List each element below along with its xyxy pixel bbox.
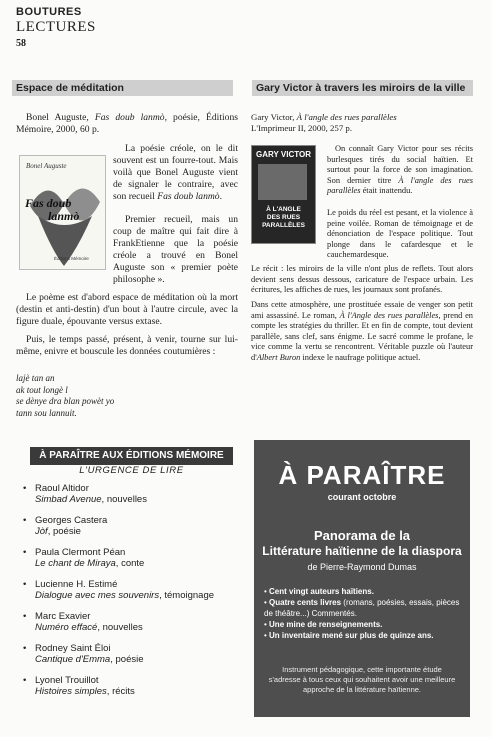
right-p1-text: On connaît Gary Victor pour ses récits burlesques tirés du social haïtien. Et surtout pour la force de son imagination. Son dernier titre bbox=[327, 144, 473, 185]
right-ref-author: Gary Victor, bbox=[251, 112, 297, 122]
cover2-photo bbox=[258, 164, 307, 200]
left-para1-end: . bbox=[219, 191, 222, 202]
left-para2-text: Premier recueil, mais un coup de maître qui fait dire à FrankEtienne que la poésie créole a trouvé en Bonel Auguste son « premier poète philosophe ». bbox=[113, 214, 238, 285]
list-item-author: Georges Castera bbox=[35, 515, 108, 526]
cover2-title-1: À L'ANGLE bbox=[266, 206, 301, 213]
memoire-book-list bbox=[23, 483, 243, 707]
right-p4-text: Dans cette atmosphère, une prostituée essaie de venger son petit ami assassiné. Le roman, bbox=[251, 300, 473, 320]
right-p3-text: Le récit : les miroirs de la ville n'ont plus de reflets. Tout alors devient sens dessus dessous, caricature de l'espace urbain. Les écritures, les affiches de rues, les journaux sont profanés. bbox=[251, 264, 473, 295]
left-para-4 bbox=[16, 334, 238, 358]
right-p4-end: indexe le naufrage politique actuel. bbox=[300, 352, 421, 362]
cover2-title-2: DES RUES bbox=[266, 214, 301, 221]
page-number: 58 bbox=[16, 38, 26, 49]
right-para-4 bbox=[251, 300, 473, 364]
memoire-subheading: L'URGENCE DE LIRE bbox=[79, 465, 184, 476]
advertisement-panel bbox=[254, 440, 470, 717]
ad-bullet-list bbox=[264, 586, 464, 641]
poem-line: lajè tan an bbox=[16, 373, 55, 383]
list-item-genre: , poésie bbox=[47, 526, 81, 537]
right-ref-publisher: L'Imprimeur II, 2000, 257 p. bbox=[251, 122, 353, 133]
left-ref-rest: , poésie, Éditions Mémoire, 2000, 60 p. bbox=[16, 112, 238, 135]
list-item-genre: , poésie bbox=[110, 654, 144, 665]
left-para3-text: Le poème est d'abord espace de méditation où la mort (destin et anti-destin) d'un bout à l'autre circule, avec la figure duale, épouvante versus extase. bbox=[16, 292, 238, 327]
poem-line: se dènye dra blan powèt yo bbox=[16, 396, 115, 406]
left-para-1 bbox=[113, 143, 238, 203]
right-para-3 bbox=[251, 264, 473, 296]
right-para-1 bbox=[327, 144, 473, 197]
left-para-2 bbox=[113, 214, 238, 286]
list-item-author: Marc Exavier bbox=[35, 611, 91, 622]
poem-line: ak tout longè l bbox=[16, 384, 68, 395]
list-item: • Rodney Saint Éloi Cantique d'Emma, poésie bbox=[23, 643, 144, 665]
ad-bullet-strong: Un inventaire mené sur plus de quinze ans. bbox=[269, 631, 434, 640]
cover2-title bbox=[252, 206, 315, 230]
section-title: LECTURES bbox=[16, 19, 96, 35]
ad-line-1: Panorama de la bbox=[313, 528, 411, 543]
right-p4-title: À l'Angle des rues parallèles bbox=[339, 310, 439, 320]
right-p2-text: Le poids du réel est pesant, et la violence à peine voilée. Roman de témoignage et de dénonciation de l'espace politique. Tout plonge dans le cafardesque et le cauchemardesque. bbox=[327, 208, 473, 260]
cover-title-1: Fas doub bbox=[25, 196, 72, 210]
list-item: • Marc Exavier Numéro effacé, nouvelles bbox=[23, 611, 143, 633]
left-para-3 bbox=[16, 292, 238, 328]
list-item-genre: , conte bbox=[115, 558, 145, 569]
ad-bullet: • Une mine de renseignements. bbox=[264, 620, 383, 629]
right-p1-title: À l'angle des rues parallèles bbox=[327, 175, 473, 196]
left-article-reference bbox=[16, 112, 238, 136]
right-p4-author: Albert Buron bbox=[256, 352, 301, 362]
right-ref-title: À l'angle des rues parallèles bbox=[296, 112, 397, 122]
poem-excerpt bbox=[16, 373, 216, 419]
list-item: • Paula Clermont Péan Le chant de Miraya, conte bbox=[23, 547, 145, 569]
ad-bullet: • Cent vingt auteurs haïtiens. bbox=[264, 587, 374, 596]
cover-author: Bonel Auguste bbox=[26, 162, 67, 170]
memoire-heading: À PARAÎTRE AUX ÉDITIONS MÉMOIRE bbox=[30, 447, 233, 465]
list-item: • Georges Castera Jòf, poésie bbox=[23, 515, 108, 537]
magazine-brand: BOUTURES bbox=[16, 6, 82, 18]
right-p4-text-2: , prend en compte les stratégies du thriller. Et en fin de compte, tout devient parallèle, sans clef, sans énigme. Le sacré comme le profane, le vice comme la vertu se rencontrent. Véritable puzzle où l'auteur d' bbox=[251, 310, 473, 362]
cover-title-2: lanmò bbox=[48, 209, 80, 223]
list-item-author: Lyonel Trouillot bbox=[35, 675, 99, 686]
left-para1-title: Fas doub lanmò bbox=[157, 191, 220, 202]
left-para1-text: La poésie créole, on le dit souvent est un fourre-tout. Mais voilà que Bonel Auguste vient de signaler le contraire, avec son recueil bbox=[113, 143, 238, 202]
ad-line-2: Littérature haïtienne de la diaspora bbox=[262, 544, 462, 558]
list-item-title: Simbad Avenue bbox=[35, 494, 102, 505]
list-item: • Lyonel Trouillot Histoires simples, récits bbox=[23, 675, 135, 697]
list-item-title: Le chant de Miraya bbox=[35, 558, 116, 569]
list-item-title: Jòf bbox=[35, 526, 48, 537]
list-item-title: Histoires simples bbox=[35, 686, 107, 697]
list-item: • Raoul Altidor Simbad Avenue, nouvelles bbox=[23, 483, 147, 505]
ad-bullet: • Quatre cents livres (romans, poésies, essais, pièces de théâtre...) Commentés. bbox=[264, 598, 460, 618]
list-item-author: Lucienne H. Estimé bbox=[35, 579, 118, 590]
right-article-heading: Gary Victor à travers les miroirs de la ville bbox=[252, 80, 473, 96]
ad-bullet-strong: Une mine de renseignements. bbox=[269, 620, 383, 629]
list-item-genre: , témoignage bbox=[159, 590, 215, 601]
list-item-author: Paula Clermont Péan bbox=[35, 547, 126, 558]
left-ref-author: Bonel Auguste, bbox=[26, 112, 95, 123]
poem-line: tann sou lannuit. bbox=[16, 407, 77, 418]
list-item-title: Dialogue avec mes souvenirs bbox=[35, 590, 160, 601]
left-ref-title: Fas doub lanmò bbox=[94, 112, 165, 123]
list-item-title: Cantique d'Emma bbox=[35, 654, 111, 665]
list-item-genre: , nouvelles bbox=[101, 494, 147, 505]
right-para-2 bbox=[327, 208, 473, 261]
ad-byline: de Pierre-Raymond Dumas bbox=[307, 562, 417, 572]
list-item-author: Raoul Altidor bbox=[35, 483, 89, 494]
list-item-author: Rodney Saint Éloi bbox=[35, 643, 111, 654]
right-p1-end: était inattendu. bbox=[360, 186, 413, 196]
list-item: • Lucienne H. Estimé Dialogue avec mes souvenirs, témoignage bbox=[23, 579, 215, 601]
cover2-title-3: PARALLÈLES bbox=[262, 222, 305, 229]
ad-date: courant octobre bbox=[327, 492, 397, 502]
list-item-title: Numéro effacé bbox=[35, 622, 98, 633]
ad-bullet-strong: Cent vingt auteurs haïtiens. bbox=[269, 587, 374, 596]
list-item-genre: , récits bbox=[106, 686, 135, 697]
book-cover-a-l-angle bbox=[251, 145, 316, 244]
left-para4-text: Puis, le temps passé, présent, à venir, tourne sur lui-même, enivre et bouscule les données coutumières : bbox=[16, 334, 238, 357]
ad-bullet-strong: Quatre cents livres bbox=[269, 598, 342, 607]
ad-bullet: • Un inventaire mené sur plus de quinze ans. bbox=[264, 631, 434, 640]
list-item-genre: , nouvelles bbox=[97, 622, 143, 633]
left-article-heading: Espace de méditation bbox=[12, 80, 233, 96]
ad-bullet-rest: (romans, poésies, essais, pièces de théâtre...) Commentés. bbox=[264, 598, 460, 618]
cover-publisher: Éditions Mémoire bbox=[54, 256, 89, 261]
book-cover-fas-doub-lanmo bbox=[19, 155, 106, 270]
ad-title: À PARAÎTRE bbox=[278, 460, 446, 490]
cover2-author: GARY VICTOR bbox=[256, 150, 311, 159]
right-article-reference bbox=[251, 112, 473, 133]
ad-footer: Instrument pédagogique, cette importante étude s'adresse à tous ceux qui souhaitent avoir une meilleure approche de la littérature haïtienne. bbox=[268, 665, 456, 694]
